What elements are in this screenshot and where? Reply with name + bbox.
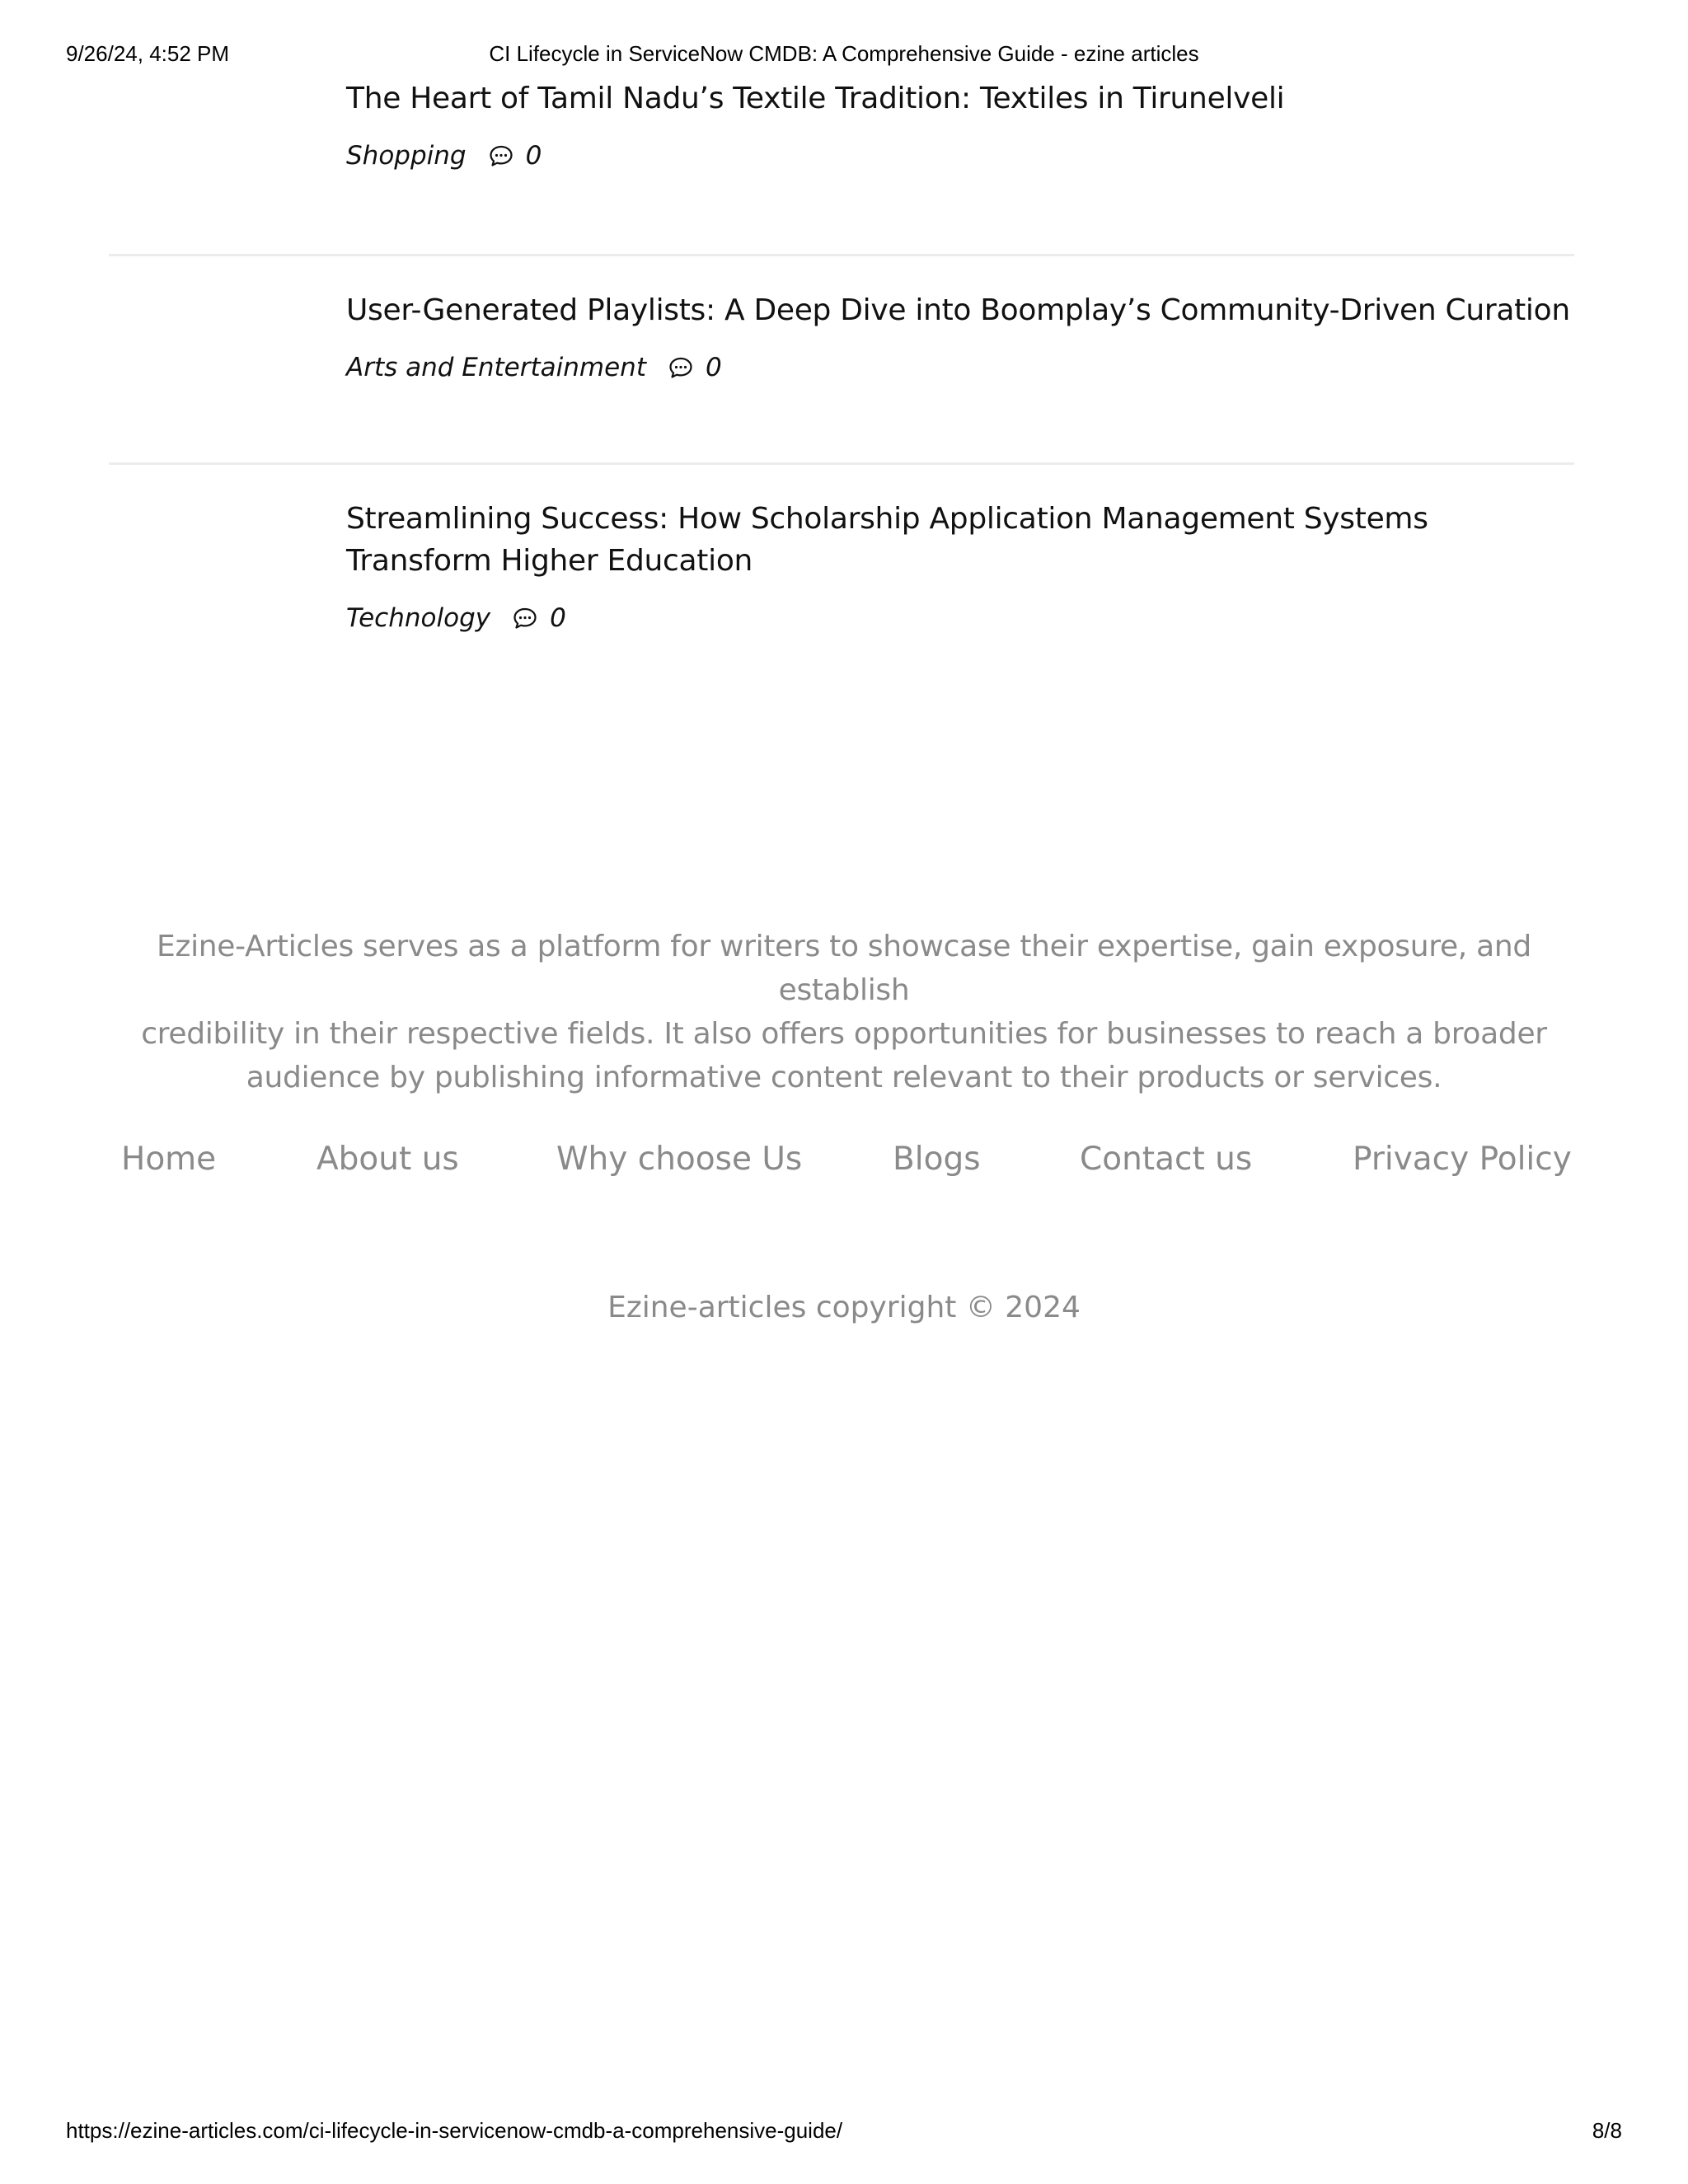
article-comment-count[interactable]: 0 (525, 141, 542, 171)
comment-icon (512, 605, 538, 631)
comment-icon (488, 143, 514, 169)
article-meta (346, 141, 1581, 171)
comment-icon (668, 354, 694, 381)
footer-nav-home[interactable]: Home (121, 1141, 217, 1178)
article-item (109, 256, 1581, 462)
about-line: credibility in their respective fields. It also offers opportunities for businesses to reach a broader (141, 1017, 1547, 1051)
related-articles-list (109, 73, 1581, 633)
about-line: Ezine-Articles serves as a platform for writers to showcase their expertise, gain exposure, and establish (157, 930, 1531, 1007)
article-meta (346, 603, 1581, 633)
article-title-line: Streamlining Success: How Scholarship Application Management Systems (346, 502, 1428, 536)
article-item (109, 73, 1581, 254)
footer-nav-about-us[interactable]: About us (316, 1141, 459, 1178)
footer-nav-blogs[interactable]: Blogs (893, 1141, 981, 1178)
article-category-link[interactable]: Shopping (346, 141, 467, 171)
footer-nav-why-choose-us[interactable]: Why choose Us (556, 1141, 803, 1178)
article-comment-count[interactable]: 0 (550, 603, 566, 633)
footer-nav (0, 1141, 1688, 1190)
print-datetime: 9/26/24, 4:52 PM (66, 41, 230, 66)
footer-about-text (99, 925, 1589, 1099)
article-title-link[interactable]: User-Generated Playlists: A Deep Dive into Boomplay’s Community-Driven Curation (346, 293, 1570, 327)
footer-nav-contact-us[interactable]: Contact us (1080, 1141, 1253, 1178)
article-category-link[interactable]: Arts and Entertainment (346, 353, 646, 382)
article-title-line: Transform Higher Education (346, 544, 753, 578)
copyright: Ezine-articles copyright © 2024 (607, 1291, 1081, 1324)
about-line: audience by publishing informative content relevant to their products or services. (246, 1061, 1442, 1094)
article-title-link[interactable]: The Heart of Tamil Nadu’s Textile Tradition: Textiles in Tirunelveli (346, 82, 1285, 115)
print-document-title: CI Lifecycle in ServiceNow CMDB: A Comprehensive Guide - ezine articles (489, 41, 1199, 66)
article-category-link[interactable]: Technology (346, 603, 491, 633)
article-comment-count[interactable]: 0 (705, 353, 722, 382)
print-url: https://ezine-articles.com/ci-lifecycle-in-servicenow-cmdb-a-comprehensive-guide/ (66, 2118, 843, 2143)
article-title-link[interactable] (346, 498, 1581, 582)
article-meta (346, 353, 1581, 382)
print-header (66, 41, 1622, 71)
print-page-number: 8/8 (1592, 2118, 1622, 2143)
article-item (109, 465, 1581, 633)
footer-nav-privacy-policy[interactable]: Privacy Policy (1353, 1141, 1572, 1178)
